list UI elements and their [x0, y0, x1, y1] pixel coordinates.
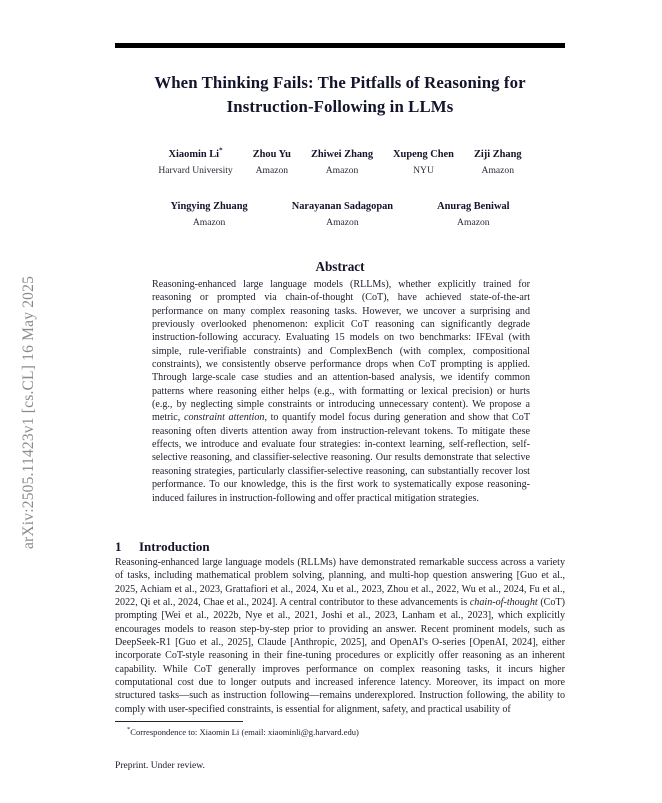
intro-text-part-2: (CoT) prompting [Wei et al., 2022b, Nye et al., 2021, Joshi et al., 2023, Lanham et al., 2023], which explicitly encourages models to reason step-by-step prior to providing an answer. Recent prominent models, such as DeepSeek-R1 [Guo et al., 2025], Claude [Anthropic, 2025], and OpenAI's O-series [OpenAI, 2024], either incorporate CoT-style reasoning in their fine-tuning procedures or explicitly offer reasoning as an inherent capability. While CoT generally improves performance on complex reasoning tasks, it incurs higher computational cost due to longer outputs and increased inference latency. Moreover, its impact on more structured tasks—such as instruction following—remains underexplored. Instruction following, the ability to comply with user-specified constraints, is essential for alignment, safety, and practical usability of [115, 597, 565, 715]
author-name: Narayanan Sadagopan [291, 200, 394, 212]
abstract-body [152, 278, 530, 505]
abstract-text-part-1: Reasoning-enhanced large language models (RLLMs), whether explicitly trained for reasoning or prompted via chain-of-thought (CoT), have achieved state-of-the-art performance on many complex reasoning tasks. However, we uncover a surprising and previously overlooked phenomenon: explicit CoT reasoning can significantly degrade instruction-following accuracy. Evaluating 15 models on two benchmarks: IFEval (with simple, rule-verifiable constraints) and ComplexBench (with complex, compositional constraints), we consistently observe performance drops when CoT prompting is applied. Through large-scale case studies and an attention-based analysis, we identify common patterns where reasoning either helps (e.g., with formatting or lexical precision) or hurts (e.g., by neglecting simple constraints or introducing unnecessary content). We propose a metric, [152, 279, 530, 424]
footnote-text: Correspondence to: Xiaomin Li (email: xiaominli@g.harvard.edu) [130, 727, 359, 737]
title-top-rule [115, 43, 565, 48]
author-row-1 [115, 148, 565, 178]
author [253, 148, 291, 178]
section-heading-introduction [115, 539, 565, 555]
author-footnote-marker: * [219, 146, 223, 155]
author-affiliation: Amazon [325, 165, 359, 176]
author-name: Xupeng Chen [393, 149, 454, 160]
author-row-2 [115, 200, 565, 230]
footnote [127, 727, 565, 738]
abstract-term-constraint-attention: constraint attention [183, 412, 265, 424]
section-number: 1 [115, 538, 122, 554]
author [292, 200, 393, 230]
author-block [115, 148, 565, 229]
author-name: Xiaomin Li* [168, 146, 223, 160]
footnote-separator-rule [115, 721, 243, 722]
title-line-2: Instruction-Following in LLMs [226, 97, 454, 117]
author-affiliation: Harvard University [158, 165, 233, 176]
title-line-1: When Thinking Fails: The Pitfalls of Reasoning for [154, 73, 526, 93]
author-affiliation: Amazon [192, 216, 226, 228]
page-footer: Preprint. Under review. [115, 760, 205, 771]
author-affiliation: Amazon [255, 165, 289, 176]
abstract-text-part-2: , to quantify model focus during generation and show that CoT reasoning often diverts attention away from instruction-relevant tokens. To mitigate these effects, we introduce and evaluate four strategies: in-context learning, self-reflection, self-selective reasoning, and classifier-selective reasoning. Our results demonstrate that selective reasoning strategies, particularly classifier-selective reasoning, can substantially recover lost performance. To our knowledge, this is the first work to systematically expose reasoning-induced failures in instruction-following and offer practical mitigation strategies. [152, 412, 530, 504]
author-name: Ziji Zhang [473, 149, 522, 160]
author-affiliation: NYU [413, 165, 434, 176]
abstract-heading: Abstract [315, 258, 365, 274]
arxiv-stamp [0, 0, 58, 803]
author-affiliation: Amazon [326, 216, 359, 228]
author-name: Zhou Yu [252, 149, 291, 160]
page-title [115, 71, 565, 119]
author-affiliation: Amazon [457, 216, 490, 228]
author-affiliation: Amazon [481, 165, 515, 176]
section-title: Introduction [139, 538, 210, 554]
author [311, 148, 373, 178]
introduction-body [115, 556, 565, 716]
intro-text-part-1: Reasoning-enhanced large language models (RLLMs) have demonstrated remarkable success across a variety of tasks, including mathematical problem solving, planning, and multi-hop question answering [Guo et al., 2025, Achiam et al., 2023, Grattafiori et al., 2024, Xu et al., 2023, Zhou et al., 2022, Wu et al., 2024, Fu et al., 2022, Qi et al., 2024, Chae et al., 2024]. A central contributor to these advancements is [115, 557, 565, 609]
paper-content-column [115, 0, 565, 803]
author [158, 148, 232, 178]
footnote-marker: * [127, 726, 131, 734]
author-name: Yingying Zhuang [170, 200, 248, 212]
intro-term-chain-of-thought: chain-of-thought [469, 597, 538, 609]
author [170, 200, 247, 230]
arxiv-stamp-text: arXiv:2505.11423v1 [cs.CL] 16 May 2025 [20, 275, 37, 550]
author-name: Anurag Beniwal [437, 200, 510, 212]
author-name: Zhiwei Zhang [310, 149, 374, 160]
author [474, 148, 522, 178]
author [437, 200, 509, 230]
author [393, 148, 454, 178]
